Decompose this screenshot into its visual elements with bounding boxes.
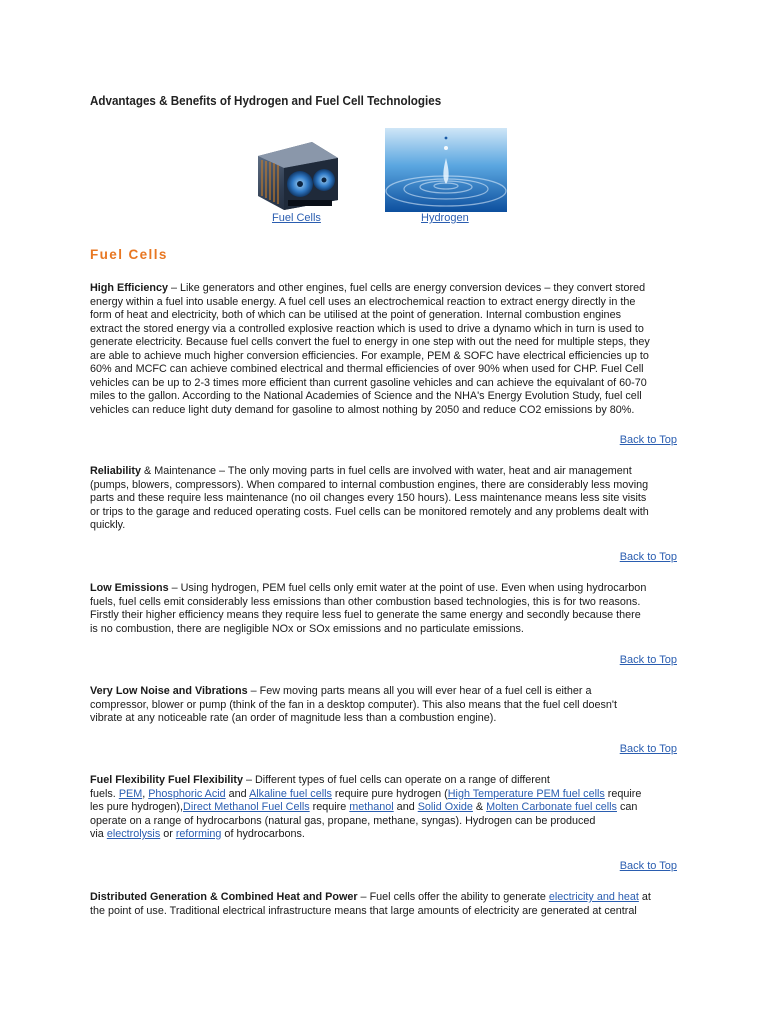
electrolysis-link[interactable]: electrolysis	[106, 828, 161, 840]
paragraph-line: are able to achieve much higher conversion efficiencies. For example, PEM & SOFC have electrical efficiencies up to	[90, 349, 649, 362]
solid-oxide-link[interactable]: Solid Oxide	[417, 801, 473, 813]
electricity-and-heat-link[interactable]: electricity and heat	[548, 891, 639, 903]
high-temperature-pem-link[interactable]: High Temperature PEM fuel cells	[447, 787, 605, 800]
paragraph-line: the point of use. Traditional electrical infrastructure means that large amounts of electricity are generated at central	[90, 904, 637, 917]
paragraph-high-efficiency	[90, 282, 680, 417]
paragraph-line	[90, 788, 680, 802]
water-droplet-image[interactable]	[385, 128, 507, 212]
paragraph-line: miles to the gallon. According to the National Academies of Science and the NHA's Energy Evolution Study, fuel cell	[90, 390, 642, 402]
paragraph-line	[90, 282, 680, 296]
paragraph-heading: Fuel Flexibility Fuel Flexibility	[90, 774, 243, 786]
paragraph-heading: Very Low Noise and Vibrations	[90, 685, 248, 697]
document-title: Advantages & Benefits of Hydrogen and Fuel Cell Technologies	[90, 94, 442, 108]
back-to-top-link[interactable]: Back to Top	[619, 551, 677, 563]
paragraph-line: 60% and MCFC can achieve combined electrical and thermal efficiencies of over 90% when used for CHP. Fuel Cell	[90, 363, 644, 375]
paragraph-reliability	[90, 465, 680, 533]
phosphoric-acid-link[interactable]: Phosphoric Acid	[148, 787, 226, 800]
section-title-fuel-cells: Fuel Cells	[90, 247, 168, 262]
paragraph-text: require pure hydrogen (	[331, 787, 448, 800]
paragraph-text: ,	[142, 787, 149, 800]
paragraph-text: – Different types of fuel cells can operate on a range of different	[243, 774, 550, 786]
paragraph-line	[90, 801, 680, 815]
paragraph-line	[90, 685, 680, 699]
paragraph-line: (pumps, blowers, compressors). When compared to internal combustion engines, there are considerably less moving	[90, 478, 649, 491]
paragraph-line: energy within a fuel into usable energy. A fuel cell uses an electrochemical reaction to extract energy directly in the	[90, 295, 636, 308]
paragraph-text: at	[638, 891, 651, 903]
paragraph-line: quickly.	[90, 519, 126, 531]
paragraph-text: of hydrocarbons.	[221, 828, 305, 840]
fuel-cell-stack-image[interactable]	[254, 138, 342, 212]
paragraph-heading: Reliability	[90, 465, 142, 477]
paragraph-text: can	[616, 801, 638, 813]
paragraph-text: require	[604, 787, 642, 800]
back-to-top-link[interactable]: Back to Top	[619, 434, 677, 446]
fuel-cells-image-link[interactable]: Fuel Cells	[272, 212, 321, 224]
paragraph-text: & Maintenance – The only moving parts in fuel cells are involved with water, heat and air management	[141, 465, 632, 477]
paragraph-line	[90, 582, 680, 596]
paragraph-low-noise	[90, 685, 680, 726]
paragraph-text: and	[393, 801, 418, 813]
paragraph-text: and	[225, 787, 250, 800]
paragraph-line	[90, 774, 680, 788]
paragraph-fuel-flexibility	[90, 774, 680, 842]
paragraph-line: vehicles can be up to 2-3 times more efficient than current gasoline vehicles and can achieve the equivalant of 60-70	[90, 376, 647, 389]
back-to-top-link[interactable]: Back to Top	[619, 743, 677, 755]
alkaline-fuel-cells-link[interactable]: Alkaline fuel cells	[249, 787, 332, 800]
paragraph-line: vibrate at any noticeable rate (an order of magnitude less than a combustion engine).	[90, 712, 497, 724]
paragraph-text: – Like generators and other engines, fuel cells are energy conversion devices – they convert stored	[168, 282, 646, 294]
paragraph-line: Firstly their higher efficiency means they require less fuel to generate the same energy and secondly because there	[90, 609, 641, 621]
paragraph-line: or trips to the garage and reduced operating costs. Fuel cells can be monitored remotely and any problems dealt with	[90, 505, 649, 518]
back-to-top-link[interactable]: Back to Top	[619, 654, 677, 666]
paragraph-distributed-generation	[90, 891, 680, 918]
paragraph-heading: High Efficiency	[90, 282, 168, 294]
paragraph-text: les pure hydrogen),	[90, 801, 184, 813]
paragraph-line: extract the stored energy via a controlled explosive reaction which is used to drive a dynamo which in turn is used to	[90, 322, 644, 335]
paragraph-heading: Distributed Generation & Combined Heat and Power	[90, 891, 358, 903]
paragraph-heading: Low Emissions	[90, 582, 169, 594]
hydrogen-image-link[interactable]: Hydrogen	[421, 212, 469, 224]
paragraph-text: &	[472, 801, 487, 813]
paragraph-text: require	[309, 801, 350, 813]
paragraph-line: vehicles can reduce light duty demand for gasoline to almost nothing by 2050 and reduce CO2 emissions by 80%.	[90, 403, 635, 416]
paragraph-text: – Few moving parts means all you will ever hear of a fuel cell is either a	[247, 685, 592, 697]
pem-link[interactable]: PEM	[118, 787, 143, 800]
methanol-link[interactable]: methanol	[349, 801, 394, 813]
molten-carbonate-link[interactable]: Molten Carbonate fuel cells	[486, 801, 617, 813]
paragraph-text: via	[90, 828, 107, 840]
paragraph-low-emissions	[90, 582, 680, 636]
paragraph-line	[90, 465, 680, 479]
paragraph-text: – Fuel cells offer the ability to generate	[357, 891, 549, 903]
paragraph-line: operate on a range of hydrocarbons (natural gas, propane, methane, syngas). Hydrogen can be produced	[90, 814, 596, 827]
back-to-top-link[interactable]: Back to Top	[619, 860, 677, 872]
paragraph-line	[90, 891, 680, 905]
paragraph-line: parts and these require less maintenance (no oil changes every 150 hours). Less maintenance means less site visits	[90, 492, 647, 504]
paragraph-line: form of heat and electricity, both of which can be utilised at the point of generation. Internal combustion engines	[90, 309, 621, 321]
paragraph-line: generate electricity. Because fuel cells convert the fuel to energy in one step with out the need for multiple steps, they	[90, 336, 650, 348]
reforming-link[interactable]: reforming	[175, 828, 222, 840]
paragraph-text: – Using hydrogen, PEM fuel cells only emit water at the point of use. Even when using hydrocarbon	[168, 582, 647, 594]
direct-methanol-link[interactable]: Direct Methanol Fuel Cells	[183, 801, 310, 813]
paragraph-line: compressor, blower or pump (think of the fan in a desktop computer). This also means that the fuel cell doesn't	[90, 698, 617, 711]
paragraph-line: is no combustion, there are negligible NOx or SOx emissions and no particulate emissions.	[90, 622, 524, 635]
paragraph-text: fuels.	[90, 787, 119, 800]
paragraph-line: fuels, fuel cells emit considerably less emissions than other combustion based technologies, this is for two reasons.	[90, 595, 641, 608]
paragraph-text: or	[160, 828, 176, 840]
paragraph-line	[90, 828, 680, 842]
